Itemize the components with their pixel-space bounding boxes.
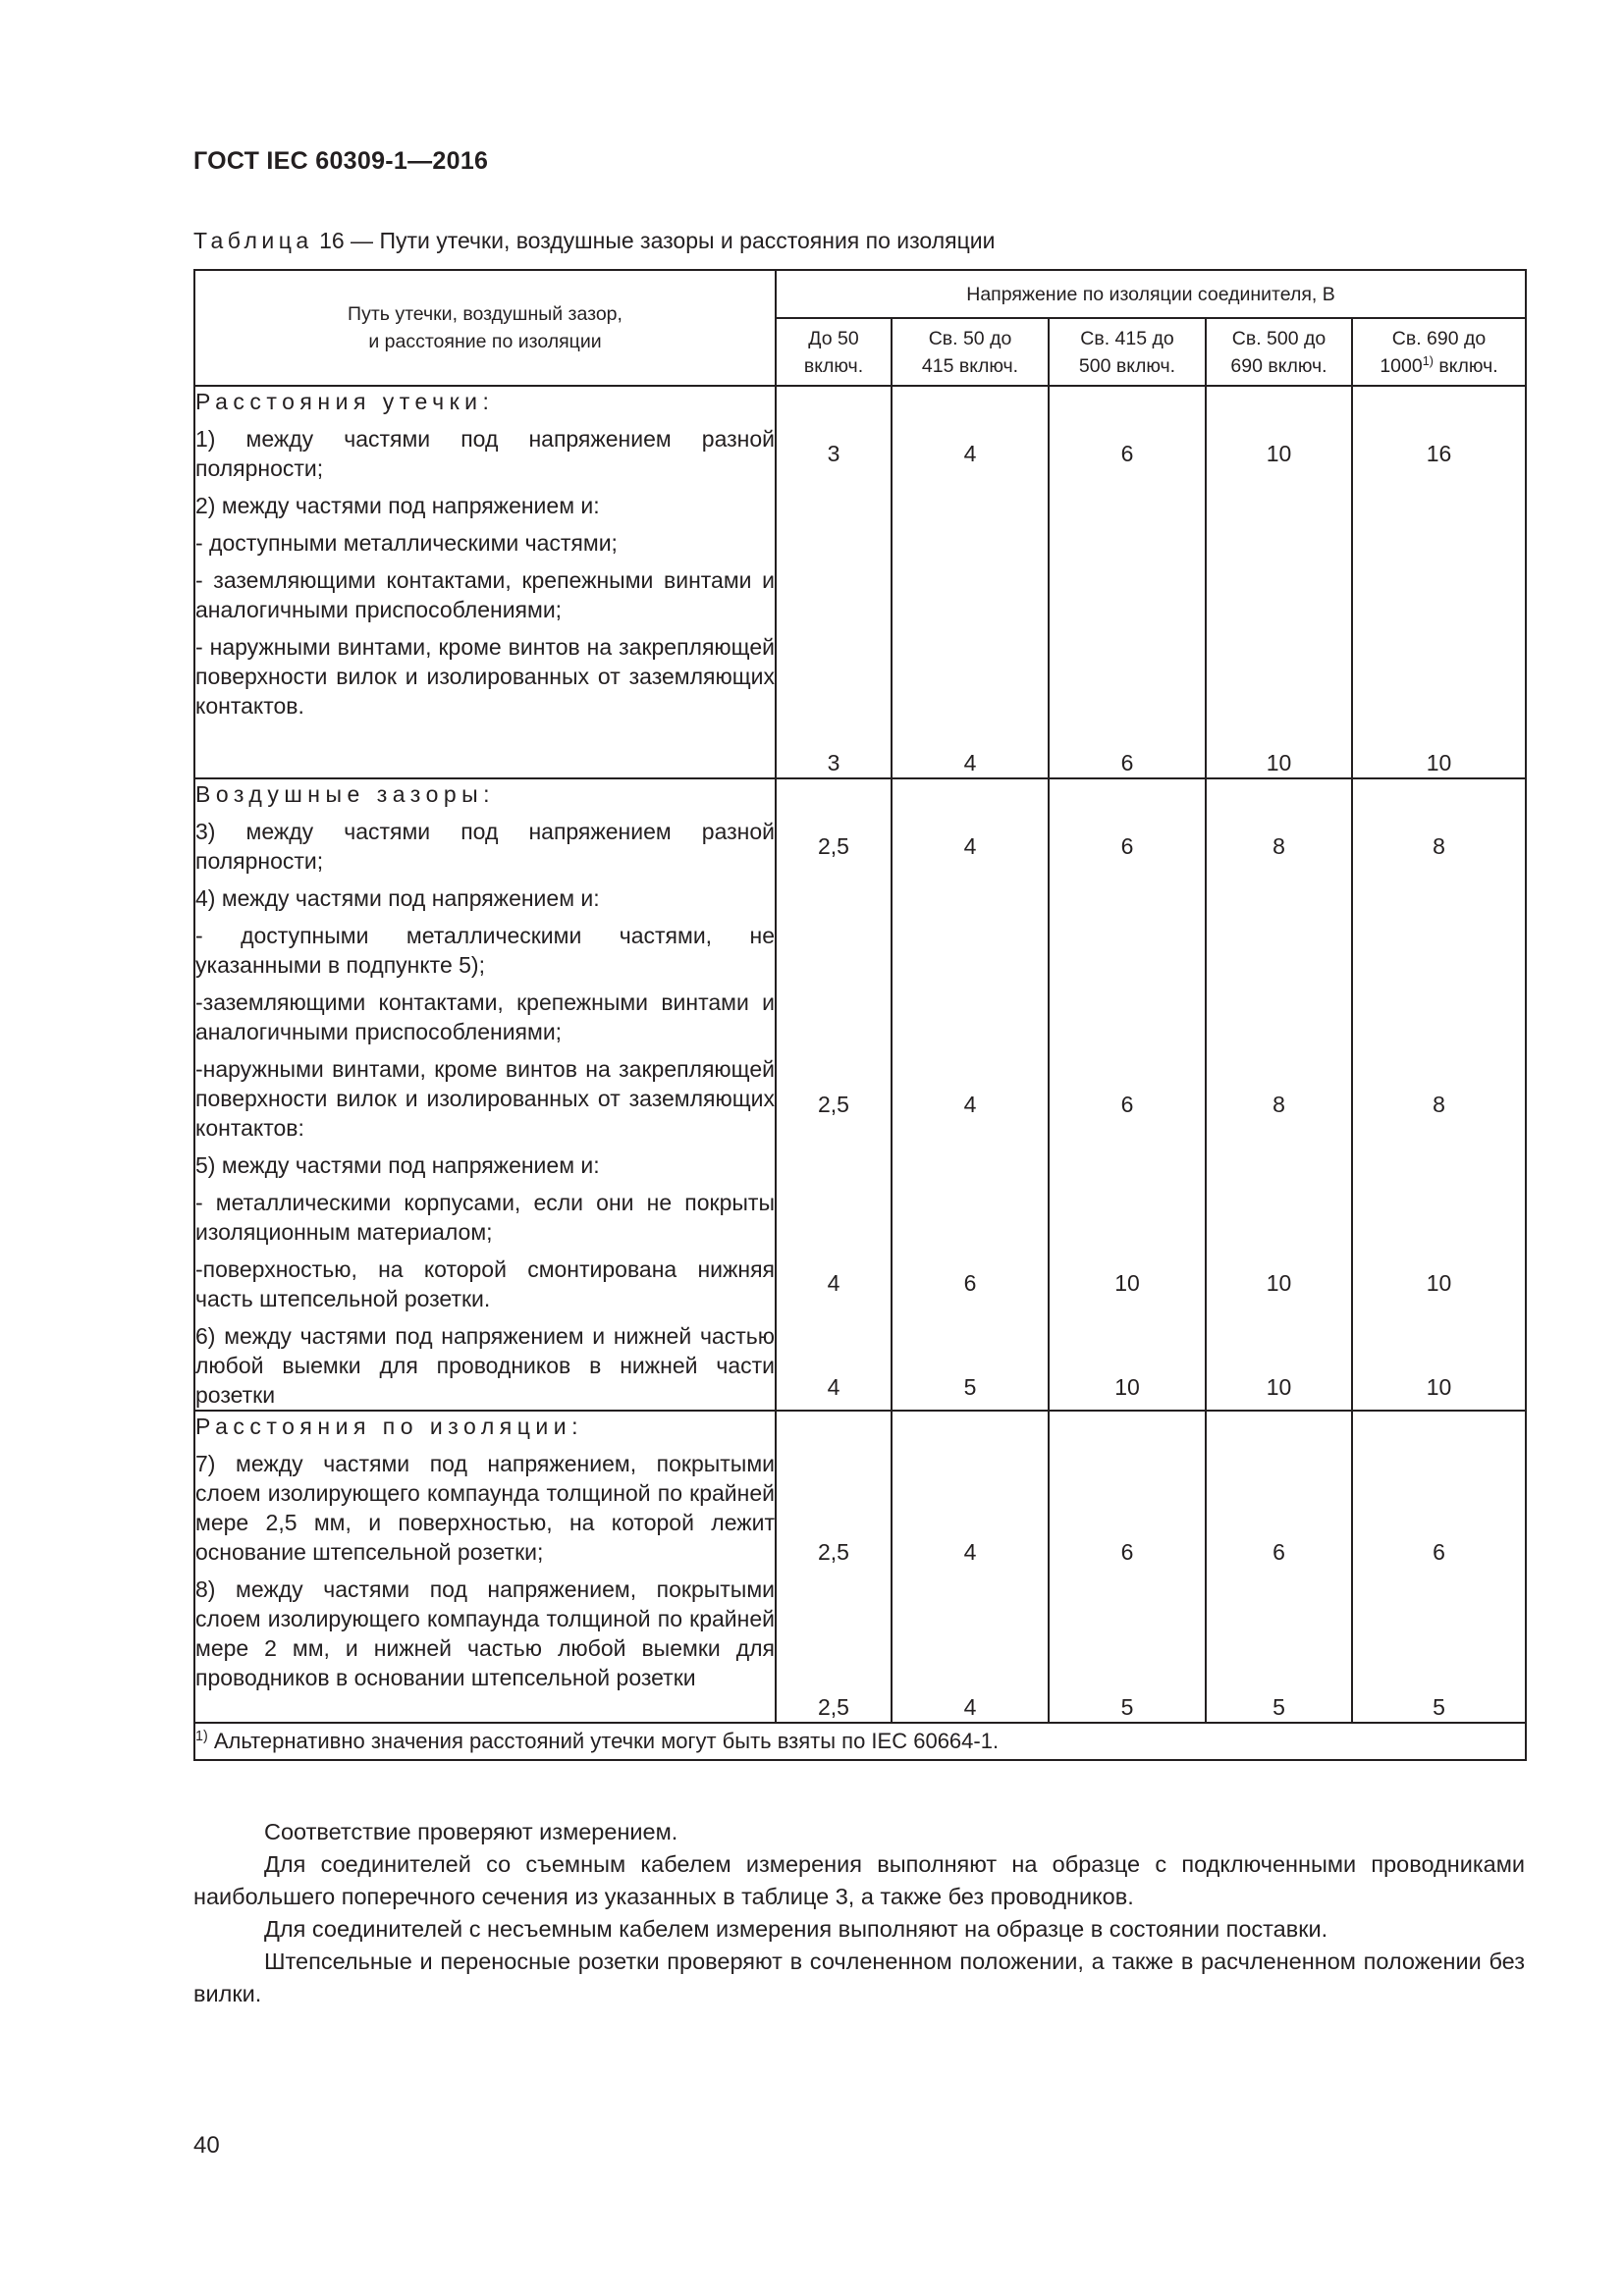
body-text [193,1816,1525,2010]
value-cell: 10 [1266,1374,1292,1400]
value-cell: 6 [1120,1539,1134,1565]
table-caption-text: 16 — Пути утечки, воздушные зазоры и расстояния по изоляции [312,228,996,253]
values-col-3 [1049,386,1206,778]
value-cell: 8 [1433,1092,1445,1117]
item-text: - доступными металлическими частями, не указанными в подпункте 5); [195,923,775,978]
value-cell: 6 [1272,1539,1285,1565]
section-title: Воздушные зазоры: [195,781,496,807]
value-cell: 4 [827,1270,840,1296]
value-cell: 4 [963,833,977,859]
value-cell: 6 [1120,441,1134,466]
section-insulation-row [194,1411,1526,1723]
item-text: 1) между частями под напряжением разной полярности; [195,426,775,481]
table-footnote [194,1723,1526,1760]
value-cell: 8 [1272,1092,1285,1117]
value-cell: 5 [1433,1694,1445,1720]
value-cell: 3 [827,750,840,775]
value-cell: 10 [1266,441,1292,466]
table-caption [193,228,995,254]
header-col-1-line-1: До 50 [808,327,859,349]
values-col-5 [1352,1411,1526,1723]
table-16-container [193,269,1525,1761]
body-paragraph: Для соединителей со съемным кабелем измерения выполняют на образце с подключенными проводниками наибольшего поперечного сечения из указанных в таблице 3, а также без проводников. [193,1851,1525,1909]
header-col-1-line-2: включ. [803,354,864,377]
header-col-2-line-1: Св. 50 до [928,327,1012,349]
value-cell: 10 [1426,750,1452,775]
values-col-2 [892,778,1049,1411]
value-cell: 3 [827,441,840,466]
values-col-1 [776,386,892,778]
page-number: 40 [193,2132,220,2159]
value-cell: 8 [1433,833,1445,859]
header-path-line-2: и расстояние по изоляции [368,331,602,352]
item-text: - металлическими корпусами, если они не покрыты изоляционным материалом; [195,1190,775,1245]
values-col-5 [1352,386,1526,778]
value-cell: 6 [1120,1092,1134,1117]
footnote-ref-1: 1) [1422,353,1434,368]
value-cell: 5 [963,1374,977,1400]
values-col-4 [1206,1411,1352,1723]
value-cell: 2,5 [818,833,849,859]
item-text: - заземляющими контактами, крепежными винтами и аналогичными приспособлениями; [195,567,775,622]
item-text: -поверхностью, на которой смонтирована нижняя часть штепсельной розетки. [195,1256,775,1311]
item-text: -заземляющими контактами, крепежными винтами и аналогичными приспособлениями; [195,989,775,1044]
value-cell: 2,5 [818,1092,849,1117]
header-path-line-1: Путь утечки, воздушный зазор, [348,303,623,325]
values-col-2 [892,386,1049,778]
body-paragraph: Соответствие проверяют измерением. [264,1819,678,1844]
value-cell: 2,5 [818,1694,849,1720]
value-cell: 4 [963,1694,977,1720]
values-col-4 [1206,778,1352,1411]
value-cell: 8 [1272,833,1285,859]
header-col-1 [776,318,892,386]
value-cell: 10 [1426,1374,1452,1400]
header-col-3 [1049,318,1206,386]
value-cell: 4 [963,1539,977,1565]
values-col-5 [1352,778,1526,1411]
item-text: 3) между частями под напряжением разной полярности; [195,819,775,874]
value-cell: 6 [1433,1539,1445,1565]
value-cell: 10 [1266,750,1292,775]
value-cell: 10 [1266,1270,1292,1296]
header-col-3-line-1: Св. 415 до [1080,327,1174,349]
section-title: Расстояния по изоляции: [195,1414,583,1439]
value-cell: 4 [827,1374,840,1400]
values-col-1 [776,1411,892,1723]
value-cell: 10 [1426,1270,1452,1296]
values-col-4 [1206,386,1352,778]
item-text: 5) между частями под напряжением и: [195,1152,600,1178]
value-cell: 5 [1272,1694,1285,1720]
item-text: 2) между частями под напряжением и: [195,493,600,518]
item-text: 7) между частями под напряжением, покрытыми слоем изолирующего компаунда толщиной по крайней мере 2,5 мм, и поверхностью, на которой лежит основание штепсельной розетки; [195,1451,775,1565]
value-cell: 6 [1120,750,1134,775]
body-paragraph: Для соединителей с несъемным кабелем измерения выполняют на образце в состоянии поставки. [264,1916,1328,1942]
value-cell: 10 [1114,1270,1140,1296]
header-voltage-group: Напряжение по изоляции соединителя, В [776,270,1526,318]
item-text: 8) между частями под напряжением, покрытыми слоем изолирующего компаунда толщиной по крайней мере 2 мм, и нижней частью любой выемки для проводников в основании штепсельной розетки [195,1576,775,1690]
header-path [194,270,776,386]
header-col-4 [1206,318,1352,386]
value-cell: 2,5 [818,1539,849,1565]
clearance-table [193,269,1527,1761]
header-col-2-line-2: 415 включ. [921,354,1019,377]
values-col-3 [1049,1411,1206,1723]
value-cell: 10 [1114,1374,1140,1400]
section-insulation-description [194,1411,776,1723]
header-col-2 [892,318,1049,386]
body-paragraph: Штепсельные и переносные розетки проверяют в сочлененном положении, а также в расчлененном положении без вилки. [193,1949,1525,2006]
section-creepage-description [194,386,776,778]
footnote-row [194,1723,1526,1760]
header-col-5-value: 1000 [1380,354,1423,377]
value-cell: 4 [963,441,977,466]
header-col-5-line-1: Св. 690 до [1391,327,1487,349]
header-col-3-line-2: 500 включ. [1078,354,1176,377]
section-creepage-row [194,386,1526,778]
values-col-3 [1049,778,1206,1411]
values-col-1 [776,778,892,1411]
value-cell: 6 [1120,833,1134,859]
header-col-4-line-2: 690 включ. [1230,354,1327,377]
value-cell: 4 [963,750,977,775]
item-text: 6) между частями под напряжением и нижней частью любой выемки для проводников в нижней части розетки [195,1323,775,1408]
value-cell: 4 [963,1092,977,1117]
section-title: Расстояния утечки: [195,389,495,414]
item-text: -наружными винтами, кроме винтов на закрепляющей поверхности вилок и изолированных от заземляющих контактов: [195,1056,775,1141]
item-text: - доступными металлическими частями; [195,530,618,556]
value-cell: 6 [963,1270,977,1296]
footnote-text: Альтернативно значения расстояний утечки могут быть взяты по IEC 60664-1. [207,1729,1000,1753]
header-col-5-suffix: включ. [1433,354,1498,377]
header-col-5 [1352,318,1526,386]
section-clearance-row [194,778,1526,1411]
document-header: ГОСТ IEC 60309-1—2016 [193,147,489,175]
table-caption-label: Таблица [193,228,313,253]
item-text: 4) между частями под напряжением и: [195,885,600,911]
header-col-4-line-1: Св. 500 до [1231,327,1326,349]
values-col-2 [892,1411,1049,1723]
section-clearance-description [194,778,776,1411]
header-col-5-line-2 [1353,352,1525,380]
item-text: - наружными винтами, кроме винтов на закрепляющей поверхности вилок и изолированных от заземляющих контактов. [195,634,775,719]
value-cell: 16 [1426,441,1452,466]
footnote-mark: 1) [195,1729,208,1745]
value-cell: 5 [1120,1694,1134,1720]
